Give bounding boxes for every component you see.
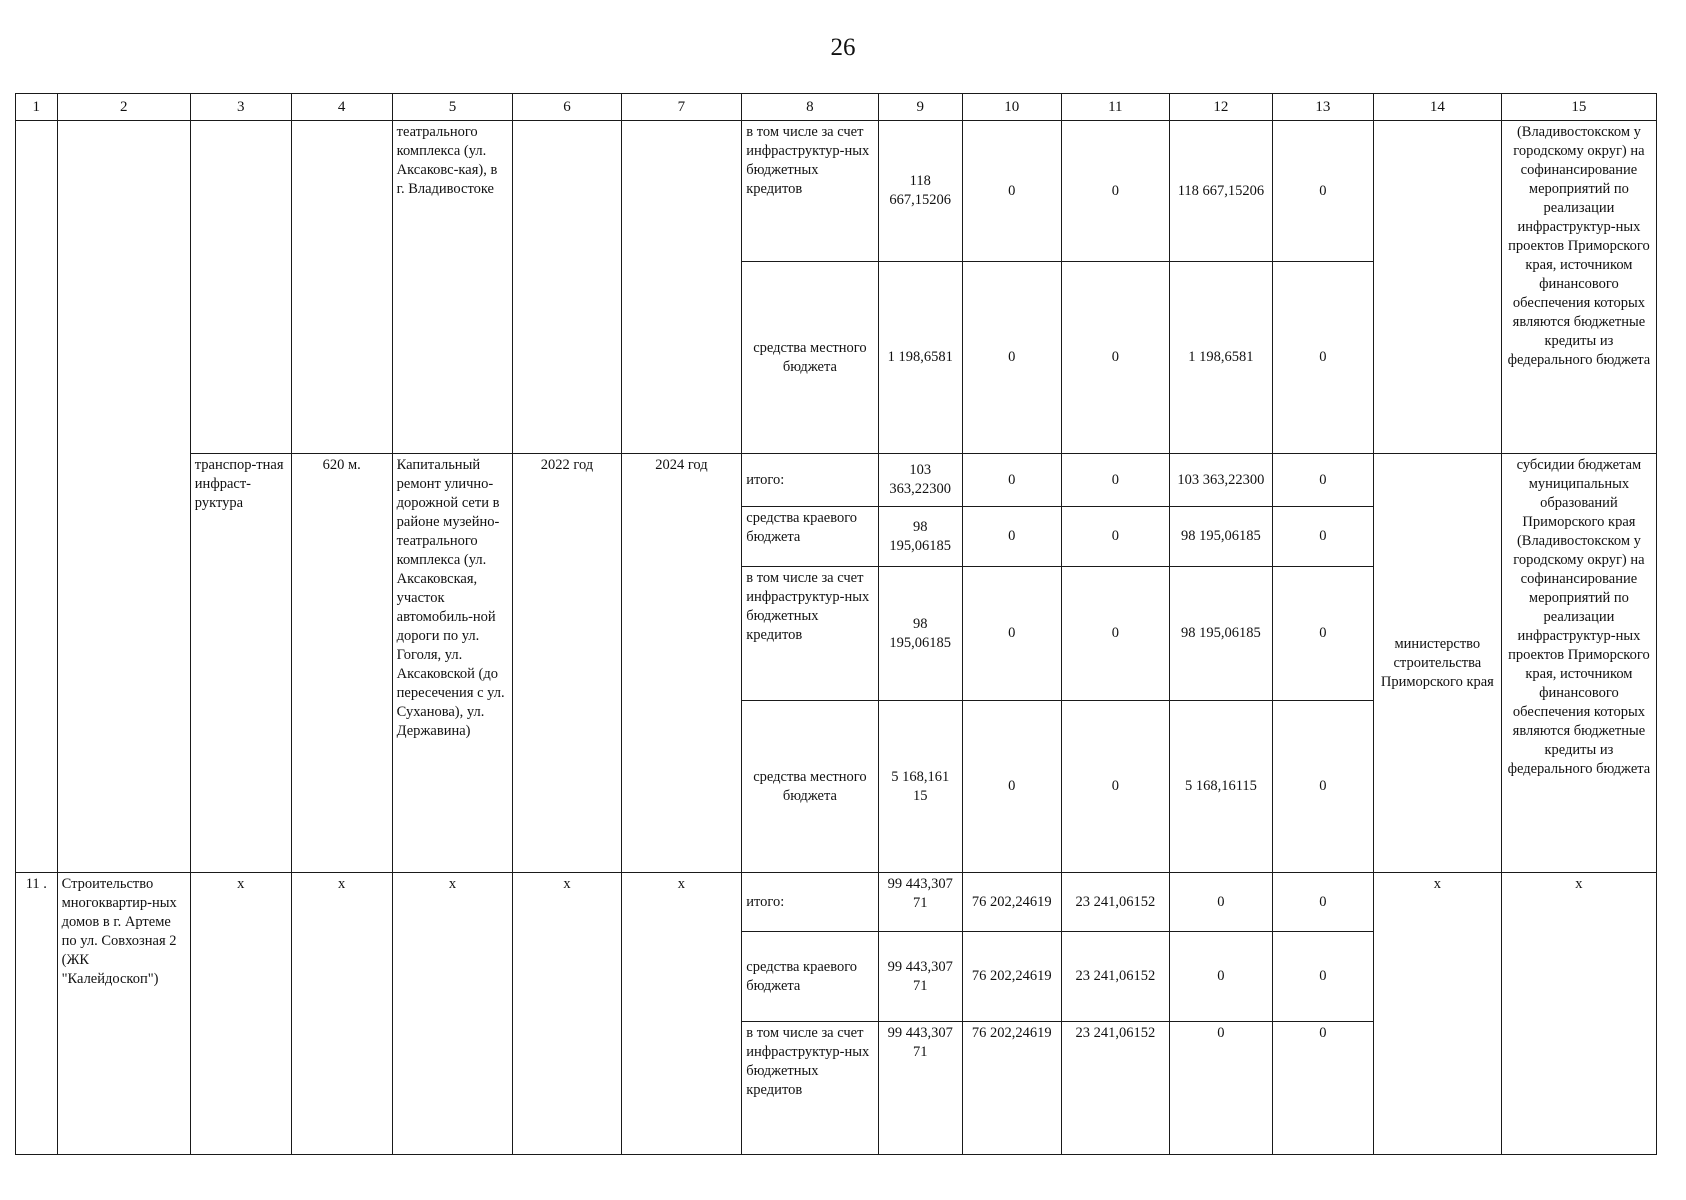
column-number: 15 xyxy=(1501,94,1656,121)
infra-type-cell: транспор-тная инфраст-руктура xyxy=(190,454,291,873)
end-year-cell: x xyxy=(621,873,742,1155)
start-year-cell: 2022 год xyxy=(513,454,621,873)
amount-year-3-cell: 98 195,06185 xyxy=(1169,507,1272,567)
item-name-cell xyxy=(57,121,190,873)
amount-year-2-cell: 0 xyxy=(1061,701,1169,873)
funding-mechanism-cell: субсидии бюджетам муниципальных образований Приморского края (Владивостокском у городскому округ) на софинансирование мероприятий по реализации инфраструктур-ных проектов Приморского края, источником финансового обеспечения которых являются бюджетные кредиты из федерального бюджета xyxy=(1501,454,1656,873)
column-number: 4 xyxy=(291,94,392,121)
column-number: 8 xyxy=(742,94,878,121)
column-number: 7 xyxy=(621,94,742,121)
object-description-cell: театрального комплекса (ул. Аксаковс-кая), в г. Владивостоке xyxy=(392,121,513,454)
amount-year-2-cell: 23 241,06152 xyxy=(1061,1022,1169,1155)
column-number: 10 xyxy=(962,94,1061,121)
amount-year-4-cell: 0 xyxy=(1272,121,1373,262)
funding-source-cell: средства местного бюджета xyxy=(742,701,878,873)
infra-type-cell xyxy=(190,121,291,454)
capacity-cell: 620 м. xyxy=(291,454,392,873)
column-number: 1 xyxy=(16,94,58,121)
amount-year-1-cell: 0 xyxy=(962,262,1061,454)
amount-year-3-cell: 5 168,16115 xyxy=(1169,701,1272,873)
funding-source-cell: средства краевого бюджета xyxy=(742,507,878,567)
amount-year-1-cell: 76 202,24619 xyxy=(962,932,1061,1022)
funding-source-cell: в том числе за счет инфраструктур-ных бюджетных кредитов xyxy=(742,567,878,701)
funding-mechanism-cell: x xyxy=(1501,873,1656,1155)
amount-year-2-cell: 0 xyxy=(1061,454,1169,507)
object-description-cell: x xyxy=(392,873,513,1155)
column-number: 12 xyxy=(1169,94,1272,121)
amount-year-4-cell: 0 xyxy=(1272,454,1373,507)
amount-year-1-cell: 0 xyxy=(962,567,1061,701)
item-number-cell: 11 . xyxy=(16,873,58,1155)
amount-year-2-cell: 0 xyxy=(1061,262,1169,454)
amount-year-4-cell: 0 xyxy=(1272,262,1373,454)
start-year-cell xyxy=(513,121,621,454)
amount-total-cell: 98 195,06185 xyxy=(878,567,962,701)
column-number: 6 xyxy=(513,94,621,121)
amount-year-4-cell: 0 xyxy=(1272,507,1373,567)
column-number: 9 xyxy=(878,94,962,121)
column-number: 14 xyxy=(1373,94,1501,121)
amount-year-4-cell: 0 xyxy=(1272,1022,1373,1155)
start-year-cell: x xyxy=(513,873,621,1155)
amount-total-cell: 98 195,06185 xyxy=(878,507,962,567)
funding-source-cell: итого: xyxy=(742,454,878,507)
item-name-cell: Строительство многоквартир-ных домов в г. Артеме по ул. Совхозная 2 (ЖК "Калейдоскоп") xyxy=(57,873,190,1155)
responsible-body-cell xyxy=(1373,121,1501,454)
amount-year-1-cell: 76 202,24619 xyxy=(962,873,1061,932)
object-description-cell: Капитальный ремонт улично-дорожной сети в районе музейно-театрального комплекса (ул. Аксаковская, участок автомобиль-ной дороги по ул. Гоголя, ул. Аксаковской (до пересечения с ул. Суханова), ул. Державина) xyxy=(392,454,513,873)
page-number: 26 xyxy=(830,34,856,61)
amount-year-1-cell: 76 202,24619 xyxy=(962,1022,1061,1155)
amount-total-cell: 5 168,161 15 xyxy=(878,701,962,873)
responsible-body-cell: x xyxy=(1373,873,1501,1155)
amount-year-1-cell: 0 xyxy=(962,507,1061,567)
responsible-body-cell: министерство строительства Приморского края xyxy=(1373,454,1501,873)
column-number: 2 xyxy=(57,94,190,121)
amount-total-cell: 99 443,307 71 xyxy=(878,873,962,932)
amount-year-3-cell: 0 xyxy=(1169,932,1272,1022)
end-year-cell xyxy=(621,121,742,454)
column-number-row xyxy=(16,94,1657,121)
amount-total-cell: 103 363,22300 xyxy=(878,454,962,507)
column-number: 3 xyxy=(190,94,291,121)
amount-year-3-cell: 103 363,22300 xyxy=(1169,454,1272,507)
infra-type-cell: x xyxy=(190,873,291,1155)
funding-mechanism-cell: (Владивостокском у городскому округ) на софинансирование мероприятий по реализации инфраструктур-ных проектов Приморского края, источником финансового обеспечения которых являются бюджетные кредиты из федерального бюджета xyxy=(1501,121,1656,454)
amount-year-3-cell: 98 195,06185 xyxy=(1169,567,1272,701)
amount-year-3-cell: 118 667,15206 xyxy=(1169,121,1272,262)
amount-year-1-cell: 0 xyxy=(962,121,1061,262)
amount-year-3-cell: 0 xyxy=(1169,873,1272,932)
budget-table xyxy=(15,93,1657,1155)
amount-total-cell: 118 667,15206 xyxy=(878,121,962,262)
amount-year-1-cell: 0 xyxy=(962,701,1061,873)
amount-year-4-cell: 0 xyxy=(1272,932,1373,1022)
end-year-cell: 2024 год xyxy=(621,454,742,873)
amount-year-2-cell: 0 xyxy=(1061,567,1169,701)
amount-total-cell: 99 443,307 71 xyxy=(878,932,962,1022)
funding-source-cell: средства краевого бюджета xyxy=(742,932,878,1022)
amount-year-2-cell: 23 241,06152 xyxy=(1061,932,1169,1022)
capacity-cell xyxy=(291,121,392,454)
amount-total-cell: 99 443,307 71 xyxy=(878,1022,962,1155)
amount-year-4-cell: 0 xyxy=(1272,701,1373,873)
column-number: 11 xyxy=(1061,94,1169,121)
column-number: 5 xyxy=(392,94,513,121)
amount-year-3-cell: 0 xyxy=(1169,1022,1272,1155)
column-number: 13 xyxy=(1272,94,1373,121)
funding-source-cell: в том числе за счет инфраструктур-ных бюджетных кредитов xyxy=(742,121,878,262)
amount-year-4-cell: 0 xyxy=(1272,567,1373,701)
capacity-cell: x xyxy=(291,873,392,1155)
item-number-cell xyxy=(16,121,58,873)
amount-year-4-cell: 0 xyxy=(1272,873,1373,932)
amount-year-1-cell: 0 xyxy=(962,454,1061,507)
amount-year-2-cell: 23 241,06152 xyxy=(1061,873,1169,932)
amount-year-2-cell: 0 xyxy=(1061,121,1169,262)
table-row xyxy=(16,454,1657,507)
table-row xyxy=(16,873,1657,932)
funding-source-cell: средства местного бюджета xyxy=(742,262,878,454)
funding-source-cell: в том числе за счет инфраструктур-ных бюджетных кредитов xyxy=(742,1022,878,1155)
amount-total-cell: 1 198,6581 xyxy=(878,262,962,454)
table-row xyxy=(16,121,1657,262)
amount-year-3-cell: 1 198,6581 xyxy=(1169,262,1272,454)
funding-source-cell: итого: xyxy=(742,873,878,932)
amount-year-2-cell: 0 xyxy=(1061,507,1169,567)
